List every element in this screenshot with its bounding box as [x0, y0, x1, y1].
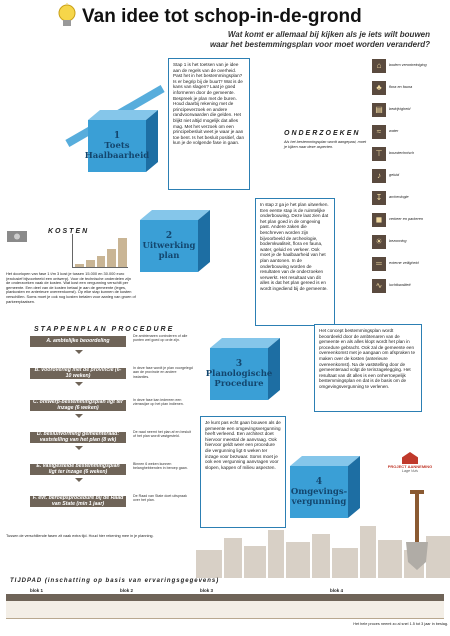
down-arrow-icon — [75, 446, 83, 450]
stap-box: A. ambtelijke beoordeling — [30, 336, 126, 347]
car-icon: ◼ — [372, 213, 386, 227]
onderzoek-item — [372, 256, 450, 271]
tijdpad-footer: Het hele proces neemt zo al snel 1.5 tot 3 jaar in beslag. — [353, 622, 448, 626]
crane-icon: ⊤ — [372, 147, 386, 161]
stap-description: De ambtenaren controleren of alle punten wel goed op orde zijn. — [133, 334, 188, 343]
kosten-text: Het doorlopen van fase 1 t/m 3 kost je tussen 15.000 en 30.000 euro (exclusief bijvoorbeeld een ontwerp). Voor de technische onderdelen zijn de onderzoeken vaak de kosten. Wat kost een vergunning verschilt per gemeente. Een deel van de kosten betaal je aan de gemeente (leges, plankosten en anterieure overeenkomst). Op elke stap kunnen de kosten verschillen. Soms moet je ook nog kosten betalen voor aanleg van groen of parkeerplaatsen. — [6, 271, 136, 304]
stap-description: In deze fase wordt je plan voorgelegd aan de provincie en andere instanties. — [133, 366, 193, 379]
page-subtitle: Wat komt er allemaal bij kijken als je iets wilt bouwen waar het bestemmingsplan voor moet worden veranderd? — [209, 30, 430, 49]
onderzoek-label: bouwtechnisch — [389, 151, 415, 156]
onderzoek-item — [372, 190, 450, 205]
onderzoek-label: bezonning — [389, 239, 407, 244]
onderzoek-item — [372, 124, 450, 139]
onderzoek-label: verkeer en parkeren — [389, 217, 423, 222]
stap-description: De raad neemt het plan af en besluit of het plan wordt vastgesteld. — [133, 430, 191, 439]
onderzoek-label: bedrijvigheid — [389, 107, 411, 112]
page-title: Van idee tot schop-in-de-grond — [82, 6, 362, 27]
down-arrow-icon — [75, 414, 83, 418]
step-3-note: Het concept bestemmingsplan wordt beoordeeld door de ambtenaren van de gemeente en als alles klopt wordt het plan in procedure gebracht. Ook zal de gemeente een overeenkomst met je aangaan om afspraken te maken over de kosten (anterieure overeenkomst). Na de vaststelling door de gemeenteraad volgt de terinzagelegging. Het resultaat van dit alles is een onherroepelijk bestemmingsplan en dat is de basis om de omgevingsvergunning te verlenen. — [314, 324, 422, 412]
stap-box: F. evt. beroepsprocedure bij de Raad van State (min 1 jaar) — [30, 496, 126, 507]
onderzoek-item — [372, 58, 450, 73]
onderzoek-label: geluid — [389, 173, 400, 178]
road-icon: ═ — [372, 257, 386, 271]
factory-icon: ▤ — [372, 103, 386, 117]
onderzoek-label: water — [389, 129, 399, 134]
stap-description: Binnen 6 weken kunnen belanghebbenden in beroep gaan. — [133, 462, 188, 471]
down-arrow-icon — [75, 350, 83, 354]
stap-box: D. besluitvorming gemeenteraad: vaststelling van het plan (8 wk) — [30, 432, 126, 443]
shovel-icon: ↧ — [372, 191, 386, 205]
step-3-cube: 3 Planologische Procedure — [210, 338, 280, 400]
tree-icon: ♣ — [372, 81, 386, 95]
speaker-icon: ♪ — [372, 169, 386, 183]
onderzoeken-subtitle: Als het bestemmingsplan wordt aangepast, moet je kijken naar deze aspecten. — [284, 140, 367, 149]
kosten-chart — [72, 234, 128, 268]
step-4-cube: 4 Omgevings- vergunning — [290, 456, 360, 518]
onderzoek-item — [372, 146, 450, 161]
house-icon: ⌂ — [372, 59, 386, 73]
timeline-overlay — [6, 601, 444, 619]
stappenplan-footnote: Tussen de verschillende fasen zit vaak extra tijd. Houd hier rekening mee in je planning. — [6, 534, 154, 538]
water-icon: ≈ — [372, 125, 386, 139]
onderzoek-item — [372, 278, 450, 293]
kosten-bar — [107, 249, 116, 267]
onderzoek-item — [372, 168, 450, 183]
onderzoek-item — [372, 234, 450, 249]
down-arrow-icon — [75, 382, 83, 386]
onderzoek-label: archeologie — [389, 195, 409, 200]
sun-icon: ☀ — [372, 235, 386, 249]
logo-house-icon — [402, 452, 418, 464]
timeline-block-label: blok 3 — [200, 588, 214, 593]
onderzoek-label: flora en fauna — [389, 85, 413, 90]
stap-box: C. ontwerp-bestemmingsplan ligt ter inzage (6 weken) — [30, 400, 126, 411]
step-1-cube: 1 Toets Haalbaarheid — [88, 110, 158, 172]
timeline-block-label: blok 4 — [330, 588, 344, 593]
kosten-title: KOSTEN — [48, 228, 90, 235]
onderzoek-label: luchtkwaliteit — [389, 283, 411, 288]
step-2-cube: 2 Uitwerking plan — [140, 210, 210, 272]
onderzoek-label: externe veiligheid — [389, 261, 419, 266]
company-logo: PROJECT AANNEMING Lage Vuls — [380, 452, 440, 473]
step-2-note: In stap 2 ga je het plan uitwerken. Een eerste stap is de ruimtelijke onderbouwing. Deze laat zien dat het plan goed in de omgeving past. Andere zaken die beschreven worden zijn bijvoorbeeld de archeologie, bodemkwaliteit, flora en fauna, water, geluid en verkeer. Ook moet je de haalbaarheid van het plan aantonen. In de onderbouwing worden de resultaten van de onderzoeken verwerkt. Het resultaat van dit alles is dat het plan gereed is en wordt ingediend bij de gemeente. — [255, 198, 335, 326]
kosten-bar — [86, 260, 95, 267]
timeline-bar — [6, 594, 444, 601]
onderzoek-item — [372, 212, 450, 227]
stap-description: In deze fase kan iedereen een zienswijze op het plan indienen. — [133, 398, 184, 407]
wind-icon: ∿ — [372, 279, 386, 293]
step-1-note: Stap 1 is het toetsen van je idee aan de regels van de overheid. Past het in het bestemmingsplan? Is er begrip bij de buurt? Wat is de kans van slagen? Laat je goed informeren door de gemeente. Bespreek je plan met de buren. Houd daarbij rekening met de principeverzoek en andere randvoorwaarden die gelden. Het blijkt niet altijd mogelijk dat alles mag. Met het verzoek om een principebesluit weet je waar je aan toe bent. Is het besluit positief, dan kun je de volgende fase in gaan. — [168, 58, 250, 190]
money-icon — [6, 228, 28, 244]
shovel-icon — [402, 490, 432, 572]
kosten-bar — [97, 256, 106, 267]
stap-box: E. vastgestelde bestemmingsplan ligt ter inzage (6 weken) — [30, 464, 126, 475]
timeline-block-label: blok 1 — [30, 588, 44, 593]
onderzoek-label: bodem verontreiniging — [389, 63, 427, 68]
timeline-block-label: blok 2 — [120, 588, 134, 593]
stap-box: B. vooroverleg met de provincie (6-10 weken) — [30, 368, 126, 379]
onderzoek-item — [372, 80, 450, 95]
kosten-bar — [75, 264, 84, 267]
step-4-note: Je kunt pas echt gaan bouwen als de gemeente een omgevingsvergunning heeft verleend. Een architect doet hiervoor meestal de aanvraag. Ook hiervoor geldt weer een procedure die vergunning ligt 6 weken ter inzage voor bezwaar. Soms moet je ook een vergunning aanvragen voor slopen, kappen of milieu aspecten. — [200, 416, 286, 528]
kosten-bar — [118, 238, 127, 267]
onderzoek-item — [372, 102, 450, 117]
stappenplan-title: STAPPENPLAN PROCEDURE — [34, 326, 175, 333]
tijdpad-title: TIJDPAD (inschatting op basis van ervaringsgegevens) — [10, 578, 220, 584]
stap-description: De Raad van State doet uitspraak over het plan. — [133, 494, 187, 503]
onderzoeken-title: ONDERZOEKEN — [284, 130, 361, 137]
down-arrow-icon — [75, 478, 83, 482]
lightbulb-icon — [56, 3, 78, 31]
